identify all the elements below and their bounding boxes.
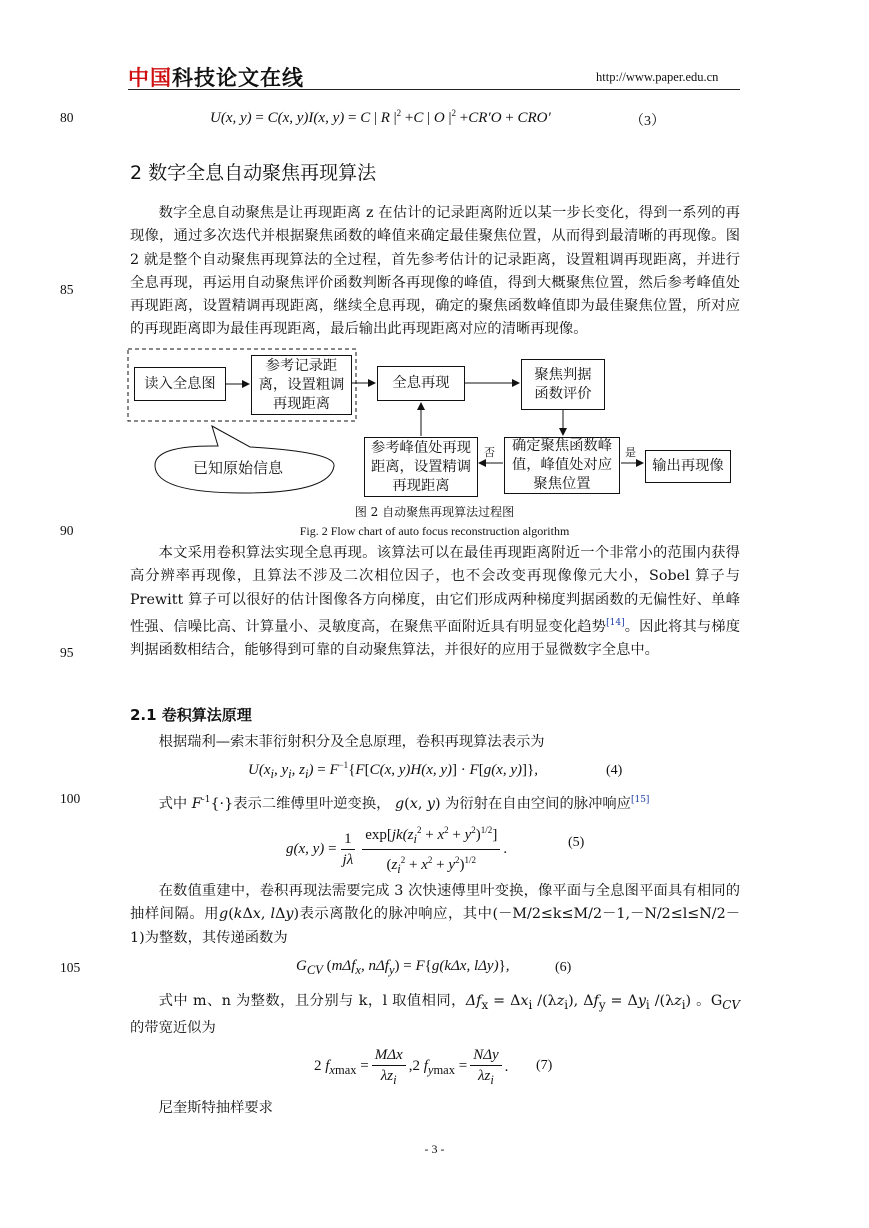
figure-caption-cn: 图 2 自动聚焦再现算法过程图: [354, 505, 515, 519]
equation-7-number: (7): [536, 1058, 553, 1073]
known-info-label: 已知原始信息: [193, 459, 284, 477]
journal-logo: 中国科技论文在线: [128, 66, 304, 90]
flow-output-image: 输出再现像: [645, 450, 731, 483]
equation-5-number: (5): [568, 835, 585, 850]
page-number: - 3 -: [424, 1142, 445, 1156]
header-url[interactable]: http://www.paper.edu.cn: [596, 70, 719, 84]
subsection-heading: 2.1 卷积算法原理: [130, 706, 252, 724]
flow-fine-setting: 参考峰值处再现距离，设置精调再现距离: [364, 437, 478, 497]
intro-paragraph: 数字全息自动聚焦是让再现距离 z 在估计的记录距离附近以某一步长变化，得到一系列的再现像，通过多次迭代并根据聚焦函数的峰值来确定最佳聚焦位置，从而得到最清晰的再现像。图 2 就是整个自动聚焦再现算法的全过程，首先参考估计的记录距离，设置粗调再现距离，并进行全息再现，再运用自动聚焦评价函数判断各再现像的峰值，得到大概聚焦位置，然后参考峰值处再现距离，设置精调再现距离，继续全息再现，确定的聚焦函数峰值即为最佳聚焦位置，所对应的再现距离即为最佳再现距离，最后输出此再现距离对应的清晰再现像。: [130, 205, 740, 338]
ift-description: 式中 $F^{-1}\{\cdot\}$表示二维傅里叶逆变换， g(x, y) 为衍射在自由空间的脉冲响应[15]: [158, 795, 650, 812]
method-paragraph: 本文采用卷积算法实现全息再现。该算法可以在最佳再现距离附近一个非常小的范围内获得高分辨率再现像，且算法不涉及二次相位因子，也不会改变再现像像元大小，Sobel 算子与 Prewitt 算子可以很好的估计图像各方向梯度，由它们形成两种梯度判据函数的无偏性好、单峰性强、信噪比高、计算量小、灵敏度高，在聚焦平面附近具有明显变化趋势[14]。因此将其与梯度判据函数相结合，能够得到可靠的自动聚焦算法，并很好的应用于显微数字全息中。: [130, 545, 741, 658]
line-number: 85: [60, 282, 74, 297]
line-number: 80: [60, 110, 74, 125]
numerical-reconstruction-paragraph: 在数值重建中，卷积再现法需要完成 3 次快速傅里叶变换，像平面与全息图平面具有相同的抽样间隔。用g(kΔx, lΔy)表示离散化的脉冲响应，其中(－M/2≤k≤M/2－1,－N/2≤l≤N/2－1)为整数，其传递函数为: [130, 883, 740, 946]
convolution-intro: 根据瑞利—索末菲衍射积分及全息原理，卷积再现算法表示为: [158, 734, 545, 750]
flow-coarse-setting: 参考记录距离，设置粗调再现距离: [251, 355, 352, 415]
label-no: 否: [484, 446, 495, 459]
flow-holo-reconstruct: 全息再现: [377, 366, 465, 401]
equation-4: $U(x_i$, $y_i$, $z_i) = F^{-1}\{F[C(x$, y)H(x, y)] · F[g(x, y)]},: [248, 760, 538, 781]
nyquist-paragraph: 尼奎斯特抽样要求: [158, 1100, 273, 1116]
citation-15[interactable]: [15]: [630, 795, 650, 805]
line-number: 90: [60, 523, 74, 538]
equation-7: 2 $f_{xmax}$ = $\frac{\text{MΔx}}{\lambda z_i}$ ,2 $f_{ymax}$ = $\frac{\text{NΔy}}{\lambda z_i}$ .: [314, 1047, 509, 1087]
sampling-definition-paragraph: 式中 m、n 为整数，且分别与 k，l 取值相同，$\Delta f_x = \Delta x_i$ $/(\lambda z_i)$, $\Delta f_y = \Delta y_i$ $/(\lambda z_i)$ 。$G_{CV}$的带宽近似为: [130, 993, 740, 1037]
line-number: 95: [60, 645, 74, 660]
label-yes: 是: [625, 446, 636, 459]
citation-14[interactable]: [14]: [606, 617, 625, 628]
equation-5: g(x, y) = $\frac{1}{j\lambda}$ $\frac{\exp[jk(z_i^2 + x^2 + y^2)^{1/2}]}{(z_i^2 + x^2 + y^2)^{1/2}}$ .: [286, 820, 507, 879]
equation-6: $G_{CV}$ (mΔf$_x$, nΔf$_y$) = F{g(kΔx, lΔy)},: [296, 958, 510, 977]
flow-read-hologram: 读入全息图: [134, 367, 226, 401]
equation-3-number: （3）: [630, 114, 665, 129]
figure-caption-en: Fig. 2 Flow chart of auto focus reconstruction algorithm: [299, 524, 570, 538]
flow-determine-peak: 确定聚焦函数峰值，峰值处对应聚焦位置: [504, 437, 620, 494]
flowchart: [0, 0, 869, 520]
equation-3: U(x, y) = C(x, y)I(x, y) = C | R $|^2 +C$ | O $|^2 +CR'O + CRO'$: [210, 108, 551, 126]
equation-4-number: (4): [606, 763, 623, 778]
line-number: 105: [60, 960, 81, 975]
section-heading: 2 数字全息自动聚焦再现算法: [130, 162, 377, 184]
equation-6-number: (6): [555, 960, 572, 975]
line-number: 100: [60, 791, 81, 806]
flow-focus-eval: 聚焦判据函数评价: [521, 359, 605, 410]
